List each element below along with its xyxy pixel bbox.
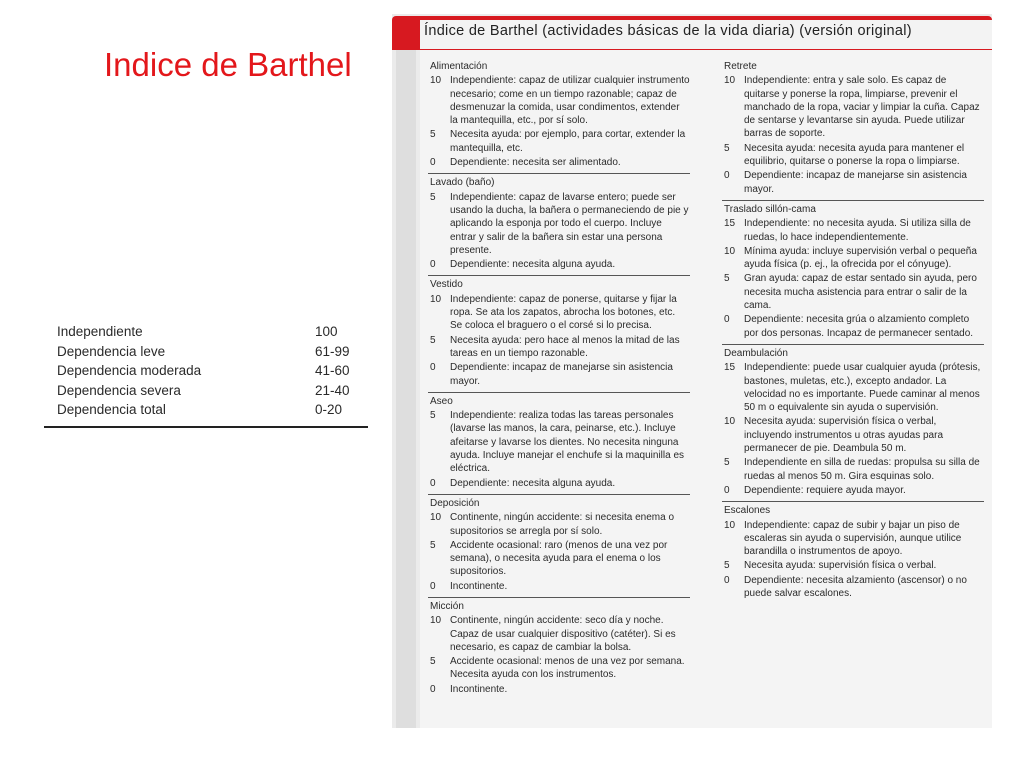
item-points: 5 <box>430 129 436 141</box>
score-row <box>44 342 368 362</box>
slide-title: Indice de Barthel <box>104 46 352 83</box>
section-left <box>428 58 690 173</box>
section-left <box>428 597 690 700</box>
item-points: 10 <box>724 75 736 87</box>
score-item <box>428 409 690 475</box>
item-description: Necesita ayuda: por ejemplo, para cortar, extender la mantequilla, etc. <box>450 129 686 154</box>
item-points: 0 <box>724 170 730 182</box>
item-description: Independiente: no necesita ayuda. Si utiliza silla de ruedas, lo hace independientemente. <box>744 218 971 243</box>
score-row <box>44 361 368 381</box>
item-description: Independiente: capaz de utilizar cualquier instrumento necesario; come en un tiempo razonable; capaz de desmenuzar la comida, usar condimentos, extender la mantequilla, etc., por sí solo. <box>450 75 690 127</box>
score-item <box>428 655 690 682</box>
score-item <box>722 361 984 414</box>
item-description: Dependiente: necesita alguna ayuda. <box>450 477 616 489</box>
item-description: Independiente: capaz de ponerse, quitarse y fijar la ropa. Se ata los zapatos, abrocha los botones, etc. Se coloca el braguero o el corsé si lo precisa. <box>450 293 677 332</box>
item-points: 10 <box>724 245 736 257</box>
score-item <box>428 683 690 696</box>
section-title: Aseo <box>430 395 453 407</box>
item-description: Independiente: capaz de lavarse entero; puede ser usando la ducha, la bañera o permaneciendo de pie y aplicando la esponja por todo el cuerpo. Incluye entrar y salir de la bañera sin estar una persona presente. <box>450 191 689 256</box>
barthel-document-image <box>392 14 992 728</box>
item-description: Continente, ningún accidente: si necesita enema o supositorios se arregla por sí solo. <box>450 512 675 537</box>
item-points: 10 <box>430 75 442 87</box>
item-points: 5 <box>430 656 436 668</box>
item-points: 5 <box>430 334 436 346</box>
score-item <box>428 128 690 155</box>
item-points: 0 <box>430 683 436 695</box>
score-item <box>722 217 984 244</box>
item-points: 10 <box>430 615 442 627</box>
item-description: Gran ayuda: capaz de estar sentado sin ayuda, pero necesita mucha asistencia para entrar o salir de la cama. <box>744 273 977 312</box>
score-item <box>428 74 690 127</box>
score-item <box>722 272 984 312</box>
section-left <box>428 275 690 391</box>
item-description: Dependiente: necesita alguna ayuda. <box>450 259 616 271</box>
page-edge-strip <box>396 50 416 728</box>
item-points: 10 <box>724 416 736 428</box>
item-points: 5 <box>724 273 730 285</box>
left-column <box>428 58 690 700</box>
document-body <box>420 50 992 728</box>
section-right <box>722 344 984 501</box>
score-row <box>44 322 368 342</box>
item-description: Independiente: capaz de subir y bajar un piso de escaleras sin ayuda o supervisión, aunque utilice barandilla o instrumentos de apoyo. <box>744 519 962 558</box>
item-points: 0 <box>724 314 730 326</box>
section-title: Alimentación <box>430 61 488 72</box>
item-description: Accidente ocasional: menos de una vez por semana. Necesita ayuda con los instrumentos. <box>450 656 685 681</box>
score-table <box>44 322 368 428</box>
section-left <box>428 173 690 275</box>
item-points: 15 <box>724 362 736 374</box>
score-item <box>428 334 690 361</box>
item-points: 0 <box>430 362 436 374</box>
score-item <box>428 361 690 388</box>
item-description: Incontinente. <box>450 683 508 695</box>
score-item <box>722 574 984 601</box>
score-label: Dependencia severa <box>57 382 181 398</box>
item-description: Necesita ayuda: necesita ayuda para mantener el equilibrio, quitarse o ponerse la ropa o limpiarse. <box>744 142 965 168</box>
document-header: Índice de Barthel (actividades básicas de la vida diaria) (versión original) <box>420 20 992 51</box>
item-description: Independiente: realiza todas las tareas personales (lavarse las manos, la cara, peinarse, etc.). Incluye afeitarse y lavarse los dientes. No necesita ninguna ayuda. Incluye manejar el enchufe si la maquinilla es eléctrica. <box>450 410 685 475</box>
item-description: Necesita ayuda: supervisión física o verbal. <box>744 560 937 572</box>
score-label: Dependencia moderada <box>57 363 202 379</box>
section-right <box>722 200 984 344</box>
item-description: Mínima ayuda: incluye supervisión verbal o pequeña ayuda física (p. ej., la ofrecida por el cónyuge). <box>744 245 977 271</box>
score-item <box>722 456 984 483</box>
item-description: Dependiente: necesita ser alimentado. <box>450 157 621 169</box>
section-title: Deambulación <box>724 347 788 359</box>
item-description: Independiente: puede usar cualquier ayuda (prótesis, bastones, muletas, etc.), excepto andador. La velocidad no es importante. Puede caminar al menos 50 m o equivalente sin ayuda o supervisión. <box>744 362 981 414</box>
score-item <box>722 313 984 340</box>
item-description: Necesita ayuda: pero hace al menos la mitad de las tareas en un tiempo razonable. <box>450 334 680 359</box>
section-right <box>722 501 984 604</box>
item-points: 0 <box>724 574 730 586</box>
item-description: Dependiente: incapaz de manejarse sin asistencia mayor. <box>450 362 673 387</box>
item-points: 0 <box>724 484 730 496</box>
item-points: 0 <box>430 580 436 592</box>
section-title: Traslado sillón-cama <box>724 203 816 215</box>
score-row <box>44 400 368 420</box>
score-range: 41-60 <box>315 363 350 379</box>
item-description: Incontinente. <box>450 580 508 592</box>
score-item <box>722 169 984 196</box>
item-description: Necesita ayuda: supervisión física o verbal, incluyendo instrumentos u otras ayudas para permanecer de pie. Deambula 50 m. <box>744 416 944 455</box>
score-item <box>428 511 690 538</box>
section-left <box>428 392 690 494</box>
item-description: Independiente: entra y sale solo. Es capaz de quitarse y ponerse la ropa, limpiarse, prevenir el manchado de la ropa, vaciar y limpiar la cuña. Capaz de sentarse y levantarse sin ayuda. Puede utilizar barras de soporte. <box>744 75 980 140</box>
score-row <box>44 381 368 401</box>
score-range: 0-20 <box>315 402 343 418</box>
score-label: Independiente <box>57 324 143 340</box>
item-description: Continente, ningún accidente: seco día y noche. Capaz de usar cualquier dispositivo (catéter). Si es necesario, es capaz de cambiar la bolsa. <box>450 615 676 653</box>
item-points: 15 <box>724 218 736 230</box>
score-item <box>722 245 984 272</box>
score-label: Dependencia leve <box>57 343 166 359</box>
item-description: Dependiente: necesita grúa o alzamiento completo por dos personas. Incapaz de permanecer sentado. <box>744 314 974 339</box>
section-title: Deposición <box>430 497 480 509</box>
item-description: Dependiente: incapaz de manejarse sin asistencia mayor. <box>744 170 967 195</box>
item-points: 10 <box>430 512 442 524</box>
score-item <box>722 415 984 455</box>
item-points: 5 <box>724 142 730 154</box>
score-item <box>428 258 690 271</box>
section-title: Micción <box>430 600 464 612</box>
score-item <box>722 559 984 572</box>
score-item <box>722 142 984 169</box>
section-left <box>428 494 690 597</box>
section-title: Vestido <box>430 279 463 291</box>
item-points: 10 <box>430 293 442 305</box>
item-points: 5 <box>430 410 436 422</box>
score-item <box>428 614 690 654</box>
item-description: Dependiente: necesita alzamiento (ascensor) o no puede salvar escalones. <box>744 574 967 599</box>
item-description: Independiente en silla de ruedas: propulsa su silla de ruedas al menos 50 m. Gira esquinas solo. <box>744 457 980 482</box>
score-item <box>428 477 690 490</box>
score-item <box>428 156 690 169</box>
item-points: 5 <box>430 191 436 203</box>
score-range: 61-99 <box>315 343 350 359</box>
score-item <box>428 293 690 333</box>
score-label: Dependencia total <box>57 402 166 418</box>
item-points: 5 <box>724 457 730 469</box>
score-item <box>428 539 690 579</box>
score-range: 21-40 <box>315 382 350 398</box>
item-points: 10 <box>724 519 736 531</box>
score-item <box>428 191 690 257</box>
item-description: Dependiente: requiere ayuda mayor. <box>744 484 906 496</box>
section-title: Escalones <box>724 505 771 517</box>
item-points: 5 <box>430 539 436 551</box>
item-points: 0 <box>430 259 436 271</box>
score-item <box>428 580 690 593</box>
item-points: 0 <box>430 157 436 169</box>
score-range: 100 <box>315 324 338 340</box>
item-points: 5 <box>724 560 730 572</box>
section-title: Lavado (baño) <box>430 177 495 189</box>
score-item <box>722 74 984 140</box>
score-item <box>722 519 984 559</box>
score-item <box>722 484 984 497</box>
right-column <box>722 58 984 604</box>
section-title: Retrete <box>724 61 757 72</box>
item-points: 0 <box>430 477 436 489</box>
section-right <box>722 58 984 200</box>
item-description: Accidente ocasional: raro (menos de una vez por semana), o necesita ayuda para el enema o los supositorios. <box>450 539 668 578</box>
